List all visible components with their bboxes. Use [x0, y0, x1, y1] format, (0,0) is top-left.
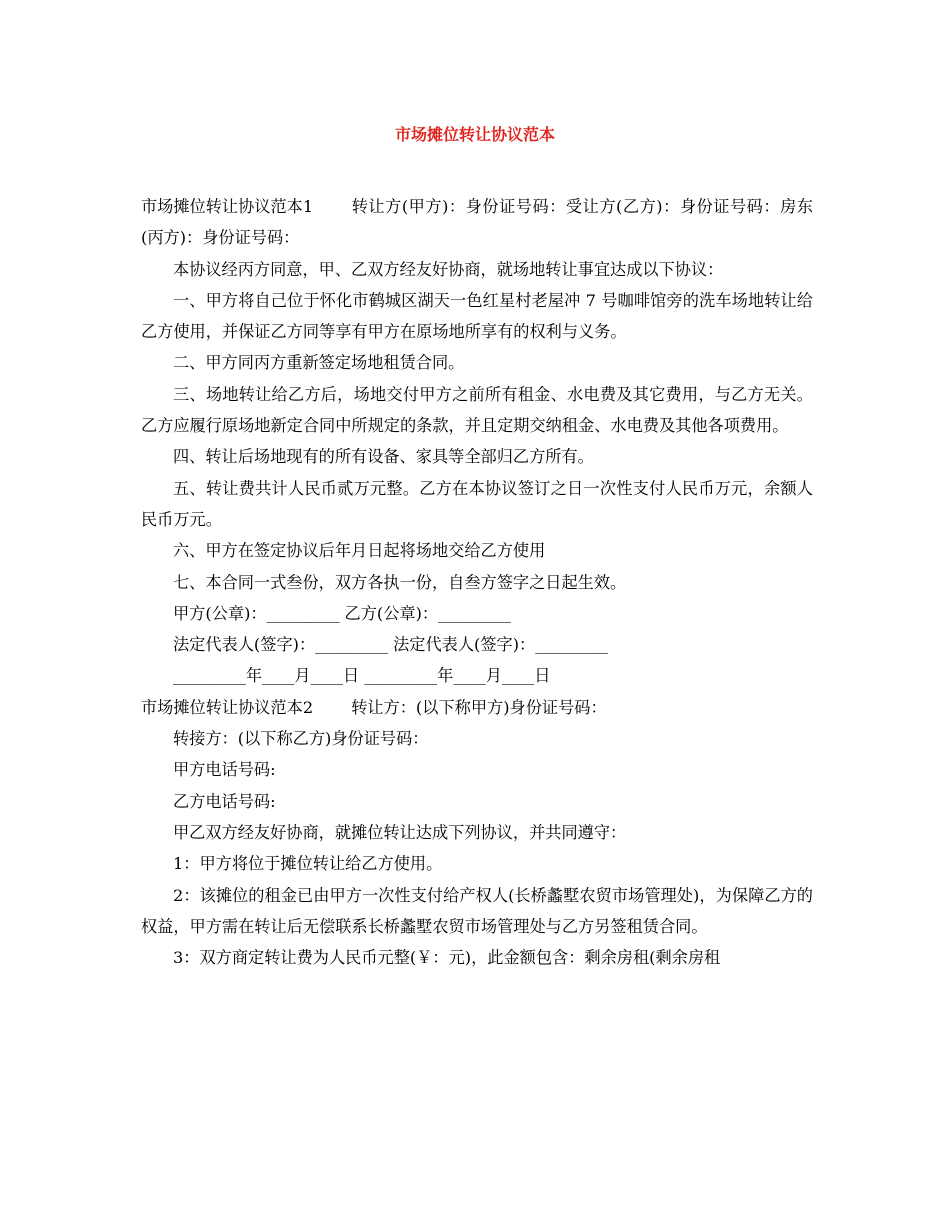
paragraph-text: 三、场地转让给乙方后，场地交付甲方之前所有租金、水电费及其它费用，与乙方无关。乙方应履行原场地新定合同中所规定的条款，并且定期交纳租金、水电费及其他各项费用。	[141, 384, 813, 436]
paragraph	[141, 254, 813, 285]
paragraph	[141, 723, 813, 754]
paragraph	[141, 285, 813, 348]
paragraph	[141, 567, 813, 598]
paragraph	[141, 598, 813, 629]
paragraph-text: _________年____月____日 _________年____月____日	[173, 666, 551, 686]
paragraph-text: 本协议经丙方同意，甲、乙双方经友好协商，就场地转让事宜达成以下协议：	[173, 259, 724, 279]
document-body	[141, 191, 813, 973]
paragraph-text: 甲方(公章)：_________ 乙方(公章)：_________	[173, 603, 511, 623]
paragraph-text: 乙方电话号码:	[173, 791, 276, 811]
paragraph-text: 转让方(甲方)：身份证号码：受让方(乙方)：身份证号码：房东(丙方)：身份证号码：	[141, 197, 813, 248]
paragraph	[141, 629, 813, 660]
paragraph	[141, 191, 813, 254]
paragraph-text: 一、甲方将自己位于怀化市鹤城区湖天一色红星村老屋冲 7 号咖啡馆旁的洗车场地转让给乙方使用，并保证乙方同等享有甲方在原场地所享有的权利与义务。	[141, 290, 813, 342]
paragraph-text: 3：双方商定转让费为人民币元整(￥：元)，此金额包含：剩余房租(剩余房租	[173, 948, 721, 968]
paragraph	[141, 692, 813, 723]
paragraph-text: 七、本合同一式叁份，双方各执一份，自叁方签字之日起生效。	[173, 572, 627, 592]
paragraph-text: 2：该摊位的租金已由甲方一次性支付给产权人(长桥蠡墅农贸市场管理处)，为保障乙方的权益，甲方需在转让后无偿联系长桥蠡墅农贸市场管理处与乙方另签租赁合同。	[141, 885, 813, 936]
section-heading: 市场摊位转让协议范本2	[141, 697, 314, 717]
paragraph-text: 四、转让后场地现有的所有设备、家具等全部归乙方所有。	[173, 447, 594, 467]
paragraph	[141, 880, 813, 943]
paragraph-text: 甲乙双方经友好协商，就摊位转让达成下列协议，并共同遵守：	[173, 822, 627, 842]
paragraph-text: 法定代表人(签字)：_________ 法定代表人(签字)：_________	[173, 635, 609, 655]
paragraph-text: 转让方：(以下称甲方)身份证号码：	[351, 697, 607, 717]
document-title: 市场摊位转让协议范本	[394, 125, 555, 144]
paragraph	[141, 848, 813, 879]
paragraph-text: 甲方电话号码:	[173, 760, 276, 780]
paragraph-text: 二、甲方同丙方重新签定场地租赁合同。	[173, 353, 465, 373]
section-heading: 市场摊位转让协议范本1	[141, 197, 314, 216]
paragraph-text: 六、甲方在签定协议后年月日起将场地交给乙方使用	[173, 541, 546, 561]
paragraph-text: 1：甲方将位于摊位转让给乙方使用。	[173, 854, 443, 874]
paragraph	[141, 786, 813, 817]
paragraph	[141, 660, 813, 691]
paragraph	[141, 347, 813, 378]
paragraph	[141, 754, 813, 785]
paragraph-text: 转接方：(以下称乙方)身份证号码：	[173, 729, 429, 749]
paragraph	[141, 942, 813, 973]
paragraph	[141, 817, 813, 848]
paragraph	[141, 379, 813, 442]
paragraph	[141, 441, 813, 472]
paragraph	[141, 473, 813, 536]
paragraph-text: 五、转让费共计人民币贰万元整。乙方在本协议签订之日一次性支付人民币万元，余额人民币万元。	[141, 478, 813, 529]
paragraph	[141, 535, 813, 566]
